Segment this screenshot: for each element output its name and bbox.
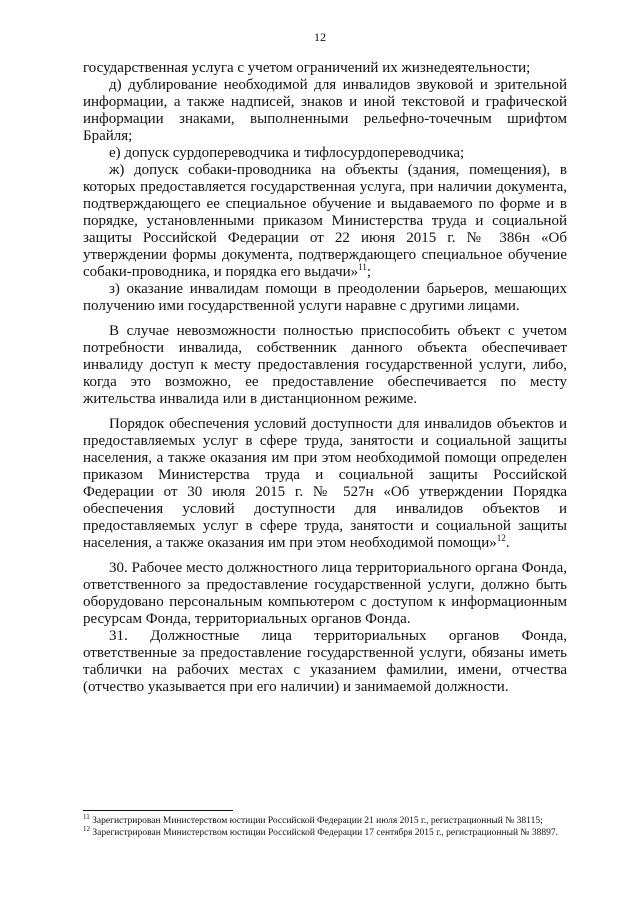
body-text bbox=[83, 60, 567, 696]
paragraph-tail: ; bbox=[366, 264, 371, 280]
page-number: 12 bbox=[314, 30, 326, 44]
paragraph bbox=[83, 323, 567, 408]
paragraph bbox=[83, 628, 567, 696]
paragraph-text: д) дублирование необходимой для инвалидов звуковой и зрительной информации, а также надписей, знаков и иной текстовой и графической информации знаками, выполненными рельефно-точечным шрифтом Брайля; bbox=[83, 77, 567, 144]
footnote-ref: 12 bbox=[496, 533, 506, 543]
paragraph-text: з) оказание инвалидам помощи в преодолении барьеров, мешающих получению ими государственной услуги наравне с другими лицами. bbox=[83, 281, 567, 314]
footnote-ref: 11 bbox=[358, 262, 367, 272]
paragraph-text: е) допуск сурдопереводчика и тифлосурдопереводчика; bbox=[109, 145, 465, 161]
footnote-text: Зарегистрирован Министерством юстиции Российской Федерации 21 июля 2015 г., регистрационный № 38115; bbox=[92, 816, 543, 826]
footnote-number: 12 bbox=[83, 824, 90, 833]
paragraph-text: 31. Должностные лица территориальных органов Фонда, ответственные за предоставление государственной услуги, обязаны иметь таблички на рабочих местах с указанием фамилии, имени, отчества (отчество указывается при его наличии) и занимаемой должности. bbox=[83, 628, 567, 695]
paragraph-text: В случае невозможности полностью приспособить объект с учетом потребности инвалида, собственник данного объекта обеспечивает инвалиду доступ к месту предоставления государственной услуги, либо, когда это возможно, ее предоставление обеспечивается по месту жительства инвалида или в дистанционном режиме. bbox=[83, 323, 567, 407]
paragraph-text: 30. Рабочее место должностного лица территориального органа Фонда, ответственного за предоставление государственной услуги, должно быть оборудовано персональным компьютером с доступом к информационным ресурсам Фонда, территориальных органов Фонда. bbox=[83, 560, 567, 627]
footnote-number: 11 bbox=[83, 812, 90, 821]
paragraph bbox=[83, 416, 567, 552]
paragraph bbox=[83, 60, 567, 77]
footnote-text: Зарегистрирован Министерством юстиции Российской Федерации 17 сентября 2015 г., регистрационный № 38897. bbox=[92, 828, 558, 838]
paragraph bbox=[83, 145, 567, 162]
footnote bbox=[83, 824, 567, 839]
footnotes bbox=[83, 812, 567, 839]
footnote-divider bbox=[83, 810, 233, 811]
paragraph bbox=[83, 162, 567, 281]
paragraph-text: государственная услуга с учетом ограничений их жизнедеятельности; bbox=[83, 60, 531, 76]
paragraph bbox=[83, 281, 567, 315]
paragraph bbox=[83, 560, 567, 628]
paragraph-text: Порядок обеспечения условий доступности для инвалидов объектов и предоставляемых услуг в сфере труда, занятости и социальной защиты населения, а также оказания им при этом необходимой помощи определен приказом Министерства труда и социальной защиты Российской Федерации от 30 июля 2015 г. № 527н «Об утверждении Порядка обеспечения условий доступности для инвалидов объектов и предоставляемых услуг в сфере труда, занятости и социальной защиты населения, а также оказания им при этом необходимой помощи» bbox=[83, 416, 567, 551]
paragraph bbox=[83, 77, 567, 145]
paragraph-text: ж) допуск собаки-проводника на объекты (здания, помещения), в которых предоставляется государственная услуга, при наличии документа, подтверждающего ее специальное обучение и выдаваемого по форме и в порядке, установленными приказом Министерства труда и социальной защиты Российской Федерации от 22 июня 2015 г. № 386н «Об утверждении формы документа, подтверждающего специальное обучение собаки-проводника, и порядка его выдачи» bbox=[83, 162, 567, 280]
paragraph-tail: . bbox=[505, 535, 510, 551]
footnote bbox=[83, 812, 567, 827]
